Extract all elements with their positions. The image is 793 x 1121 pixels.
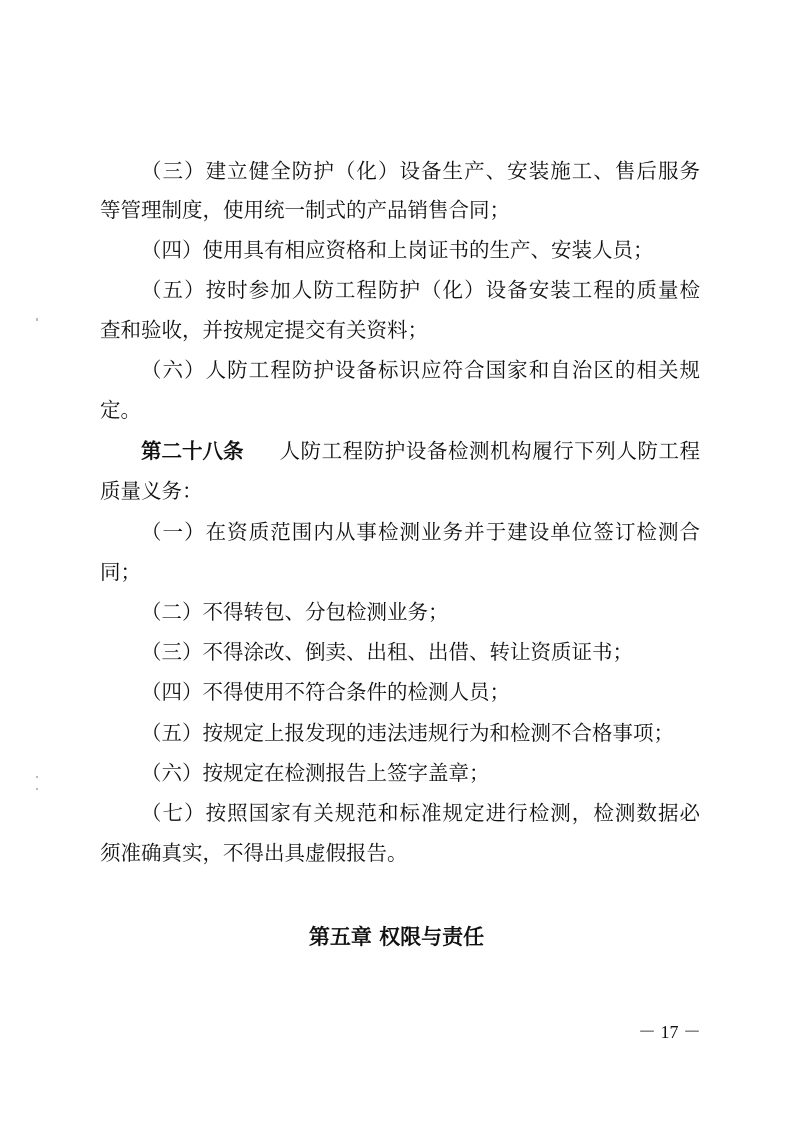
duty-3-line: （三）不得涂改、倒卖、出租、出借、转让资质证书； <box>141 640 633 664</box>
duty-5-line: （五）按规定上报发现的违法违规行为和检测不合格事项； <box>141 721 674 745</box>
duty-1-line-1: （一）在资质范围内从事检测业务并于建设单位签订检测合 <box>141 520 700 544</box>
page-number: － 17 － <box>638 1022 701 1042</box>
duty-7-line-2: 须准确真实，不得出具虚假报告。 <box>100 841 408 865</box>
duty-6-line: （六）按规定在检测报告上签字盖章； <box>141 761 490 785</box>
chapter-title: 第五章 权限与责任 <box>308 925 485 949</box>
article-28-heading: 第二十八条 <box>141 439 244 463</box>
clause-4-line: （四）使用具有相应资格和上岗证书的生产、安装人员； <box>141 238 654 262</box>
clause-6-line-1: （六）人防工程防护设备标识应符合国家和自治区的相关规 <box>141 358 700 382</box>
duty-4-line: （四）不得使用不符合条件的检测人员； <box>141 680 510 704</box>
scan-margin-mark <box>36 776 38 778</box>
clause-5-line-2: 查和验收，并按规定提交有关资料； <box>100 318 428 342</box>
duty-7-line-1: （七）按照国家有关规范和标准规定进行检测，检测数据必 <box>141 801 700 825</box>
scan-margin-mark <box>36 318 38 321</box>
article-28-intro: 人防工程防护设备检测机构履行下列人防工程 <box>279 439 700 463</box>
clause-3-line-2: 等管理制度，使用统一制式的产品销售合同； <box>100 198 510 222</box>
duty-2-line: （二）不得转包、分包检测业务； <box>141 600 449 624</box>
article-28-line-2: 质量义务： <box>100 479 203 503</box>
clause-3-line-1: （三）建立健全防护（化）设备生产、安装施工、售后服务 <box>141 159 700 183</box>
clause-6-line-2: 定。 <box>100 398 141 422</box>
clause-5-line-1: （五）按时参加人防工程防护（化）设备安装工程的质量检 <box>141 278 700 302</box>
scan-margin-mark <box>36 788 38 790</box>
duty-1-line-2: 同； <box>100 560 141 584</box>
article-28-first-line <box>141 437 700 465</box>
